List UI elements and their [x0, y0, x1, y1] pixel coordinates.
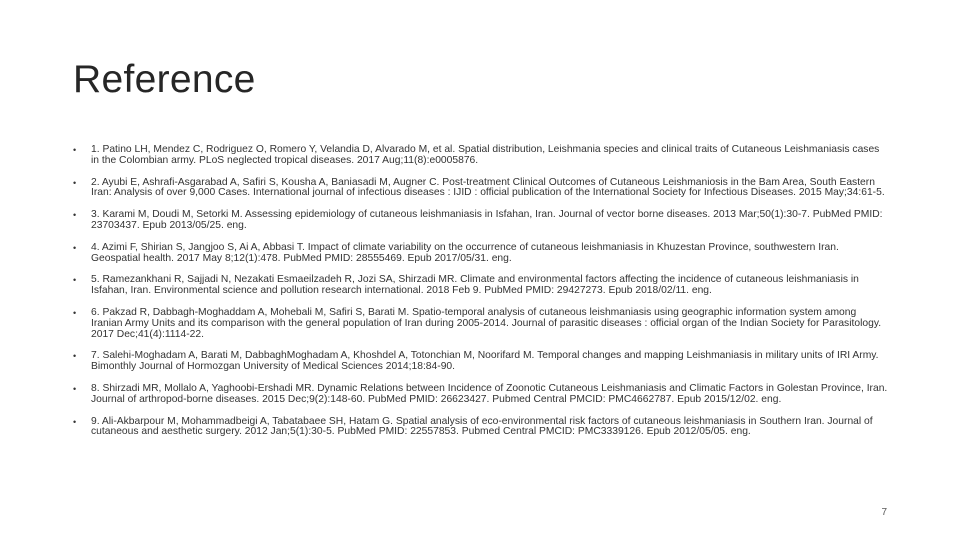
- bullet-icon: •: [73, 275, 77, 286]
- reference-text: 4. Azimi F, Shirian S, Jangjoo S, Ai A, Abbasi T. Impact of climate variability on the occurrence of cutaneous leishmaniasis in Khuzestan Province, southwestern Iran. Geospatial health. 2017 May 8;12(1):478. PubMed PMID: 28555469. Epub 2017/05/31. eng.: [91, 241, 839, 264]
- bullet-icon: •: [73, 242, 77, 253]
- reference-item: [73, 145, 888, 167]
- page-number: 7: [881, 507, 887, 518]
- reference-item: [73, 243, 888, 265]
- reference-text: 1. Patino LH, Mendez C, Rodriguez O, Romero Y, Velandia D, Alvarado M, et al. Spatial distribution, Leishmania species and clinical traits of Cutaneous Leishmaniasis cases in the Colombian army. PLoS neglected tropical diseases. 2017 Aug;11(8):e0005876.: [91, 144, 880, 166]
- bullet-icon: •: [73, 351, 77, 362]
- reference-list: [73, 145, 888, 449]
- reference-text: 6. Pakzad R, Dabbagh-Moghaddam A, Mohebali M, Safiri S, Barati M. Spatio-temporal analysis of cutaneous leishmaniasis using geographic information system among Iranian Army Units and its comparison with the general population of Iran during 2005-2014. Journal of parasitic diseases : official organ of the Indian Society for Parasitology. 2017 Dec;41(4):1114-22.: [91, 306, 882, 340]
- slide-title: Reference: [73, 58, 256, 101]
- reference-text: 9. Ali-Akbarpour M, Mohammadbeigi A, Tabatabaee SH, Hatam G. Spatial analysis of eco-environmental risk factors of cutaneous leishmaniasis in Southern Iran. Journal of cutaneous and aesthetic surgery. 2012 Jan;5(1):30-5. PubMed PMID: 22557853. Pubmed Central PMCID: PMC3339126. Epub 2012/05/05. eng.: [91, 415, 873, 438]
- bullet-icon: •: [73, 145, 77, 155]
- reference-item: [73, 210, 888, 232]
- reference-text: 3. Karami M, Doudi M, Setorki M. Assessing epidemiology of cutaneous leishmaniasis in Isfahan, Iran. Journal of vector borne diseases. 2013 Mar;50(1):30-7. PubMed PMID: 23703437. Epub 2013/05/25. eng.: [91, 209, 883, 231]
- bullet-icon: •: [73, 416, 77, 427]
- bullet-icon: •: [73, 177, 77, 188]
- reference-item: [73, 275, 888, 297]
- bullet-icon: •: [73, 383, 77, 394]
- reference-text: 2. Ayubi E, Ashrafi-Asgarabad A, Safiri S, Kousha A, Baniasadi M, Augner C. Post-treatment Clinical Outcomes of Cutaneous Leishmaniosis in the Bam Area, South Eastern Iran: Analysis of over 9,000 Cases. International journal of infectious diseases : IJID : official publication of the International Society for Infectious Diseases. 2015 May;34:61-5.: [91, 176, 885, 199]
- reference-text: 5. Ramezankhani R, Sajjadi N, Nezakati Esmaeilzadeh R, Jozi SA, Shirzadi MR. Climate and environmental factors affecting the incidence of cutaneous leishmaniasis in Isfahan, Iran. Environmental science and pollution research international. 2018 Feb 9. PubMed PMID: 29427273. Epub 2018/02/11. eng.: [91, 274, 859, 297]
- reference-text: 8. Shirzadi MR, Mollalo A, Yaghoobi-Ershadi MR. Dynamic Relations between Incidence of Zoonotic Cutaneous Leishmaniasis and Climatic Factors in Golestan Province, Iran. Journal of arthropod-borne diseases. 2015 Dec;9(2):148-60. PubMed PMID: 26623427. Pubmed Central PMCID: PMC4662787. Epub 2015/12/02. eng.: [91, 382, 888, 405]
- reference-item: [73, 417, 888, 439]
- reference-item: [73, 178, 888, 200]
- reference-item: [73, 351, 888, 373]
- reference-item: [73, 308, 888, 340]
- reference-text: 7. Salehi-Moghadam A, Barati M, DabbaghMoghadam A, Khoshdel A, Totonchian M, Noorifard M. Temporal changes and mapping Leishmaniasis in military units of IRI Army. Bimonthly Journal of Hormozgan University of Medical Sciences 2014;18:84-90.: [91, 350, 879, 373]
- bullet-icon: •: [73, 210, 77, 221]
- reference-item: [73, 384, 888, 406]
- bullet-icon: •: [73, 307, 77, 318]
